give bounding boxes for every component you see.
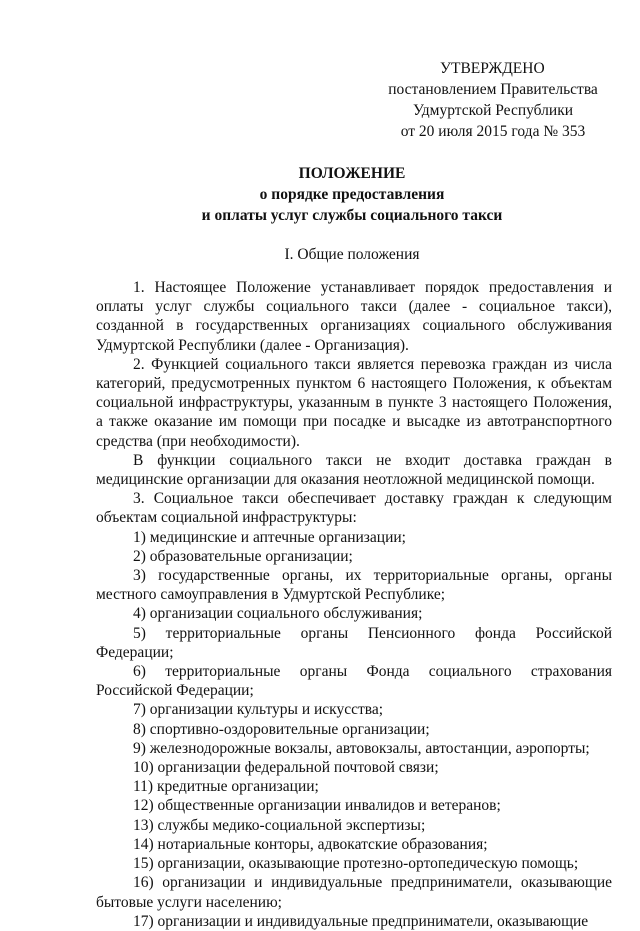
list-item: 9) железнодорожные вокзалы, автовокзалы, автостанции, аэропорты; <box>133 739 590 757</box>
list-item: 5) территориальные органы Пенсионного фонда Российской Федерации; <box>96 624 612 661</box>
document-body <box>96 278 612 931</box>
paragraph: 1. Настоящее Положение устанавливает порядок предоставления и оплаты услуг службы социального такси (далее - социальное такси), созданной в государственных организациях социального обслуживания Удмуртской Республики (далее - Организация). <box>96 279 612 354</box>
list-item: 15) организации, оказывающие протезно-ортопедическую помощь; <box>133 855 579 873</box>
title-subtitle-1: о порядке предоставления <box>259 186 445 203</box>
list-item: 6) территориальные органы Фонда социального страхования Российской Федерации; <box>96 663 612 700</box>
list-item: 4) организации социального обслуживания; <box>133 605 423 623</box>
list-item: 17) организации и индивидуальные предприниматели, оказывающие <box>133 912 589 930</box>
list-item: 16) организации и индивидуальные предприниматели, оказывающие бытовые услуги населению; <box>96 874 612 911</box>
list-item: 7) организации культуры и искусства; <box>133 701 384 719</box>
paragraph: 2. Функцией социального такси является перевозка граждан из числа категорий, предусмотренных пунктом 6 настоящего Положения, к объектам социальной инфраструктуры, указанным в пункте 3 настоящего Положения, а также оказание им помощи при посадке и высадке из автотранспортного средства (при необходимости). <box>96 355 612 450</box>
list-item: 10) организации федеральной почтовой связи; <box>133 759 439 777</box>
approved-label: УТВЕРЖДЕНО <box>440 60 545 77</box>
approval-line-2: Удмуртской Республики <box>412 102 574 119</box>
approval-line-1: постановлением Правительства <box>388 81 598 98</box>
list-item: 3) государственные органы, их территориальные органы, органы местного самоуправления в Удмуртской Республике; <box>96 567 612 604</box>
list-item: 11) кредитные организации; <box>133 778 319 796</box>
list-item: 13) службы медико-социальной экспертизы; <box>133 816 426 834</box>
title-subtitle-2: и оплаты услуг службы социального такси <box>201 207 503 224</box>
list-item: 12) общественные организации инвалидов и ветеранов; <box>133 797 501 815</box>
document-title <box>96 163 608 226</box>
list-item: 1) медицинские и аптечные организации; <box>133 528 406 546</box>
paragraph: В функции социального такси не входит доставка граждан в медицинские организации для оказания неотложной медицинской помощи. <box>96 451 612 489</box>
paragraph: 3. Социальное такси обеспечивает доставку граждан к следующим объектам социальной инфраструктуры: <box>96 490 612 527</box>
list-item: 2) образовательные организации; <box>133 547 353 565</box>
section-heading: I. Общие положения <box>284 246 420 263</box>
title-main: ПОЛОЖЕНИЕ <box>298 165 406 182</box>
list-item: 8) спортивно-оздоровительные организации; <box>133 720 430 738</box>
list-item: 14) нотариальные конторы, адвокатские образования; <box>133 835 488 853</box>
approval-stamp <box>378 58 608 142</box>
approval-line-3: от 20 июля 2015 года № 353 <box>400 123 586 140</box>
